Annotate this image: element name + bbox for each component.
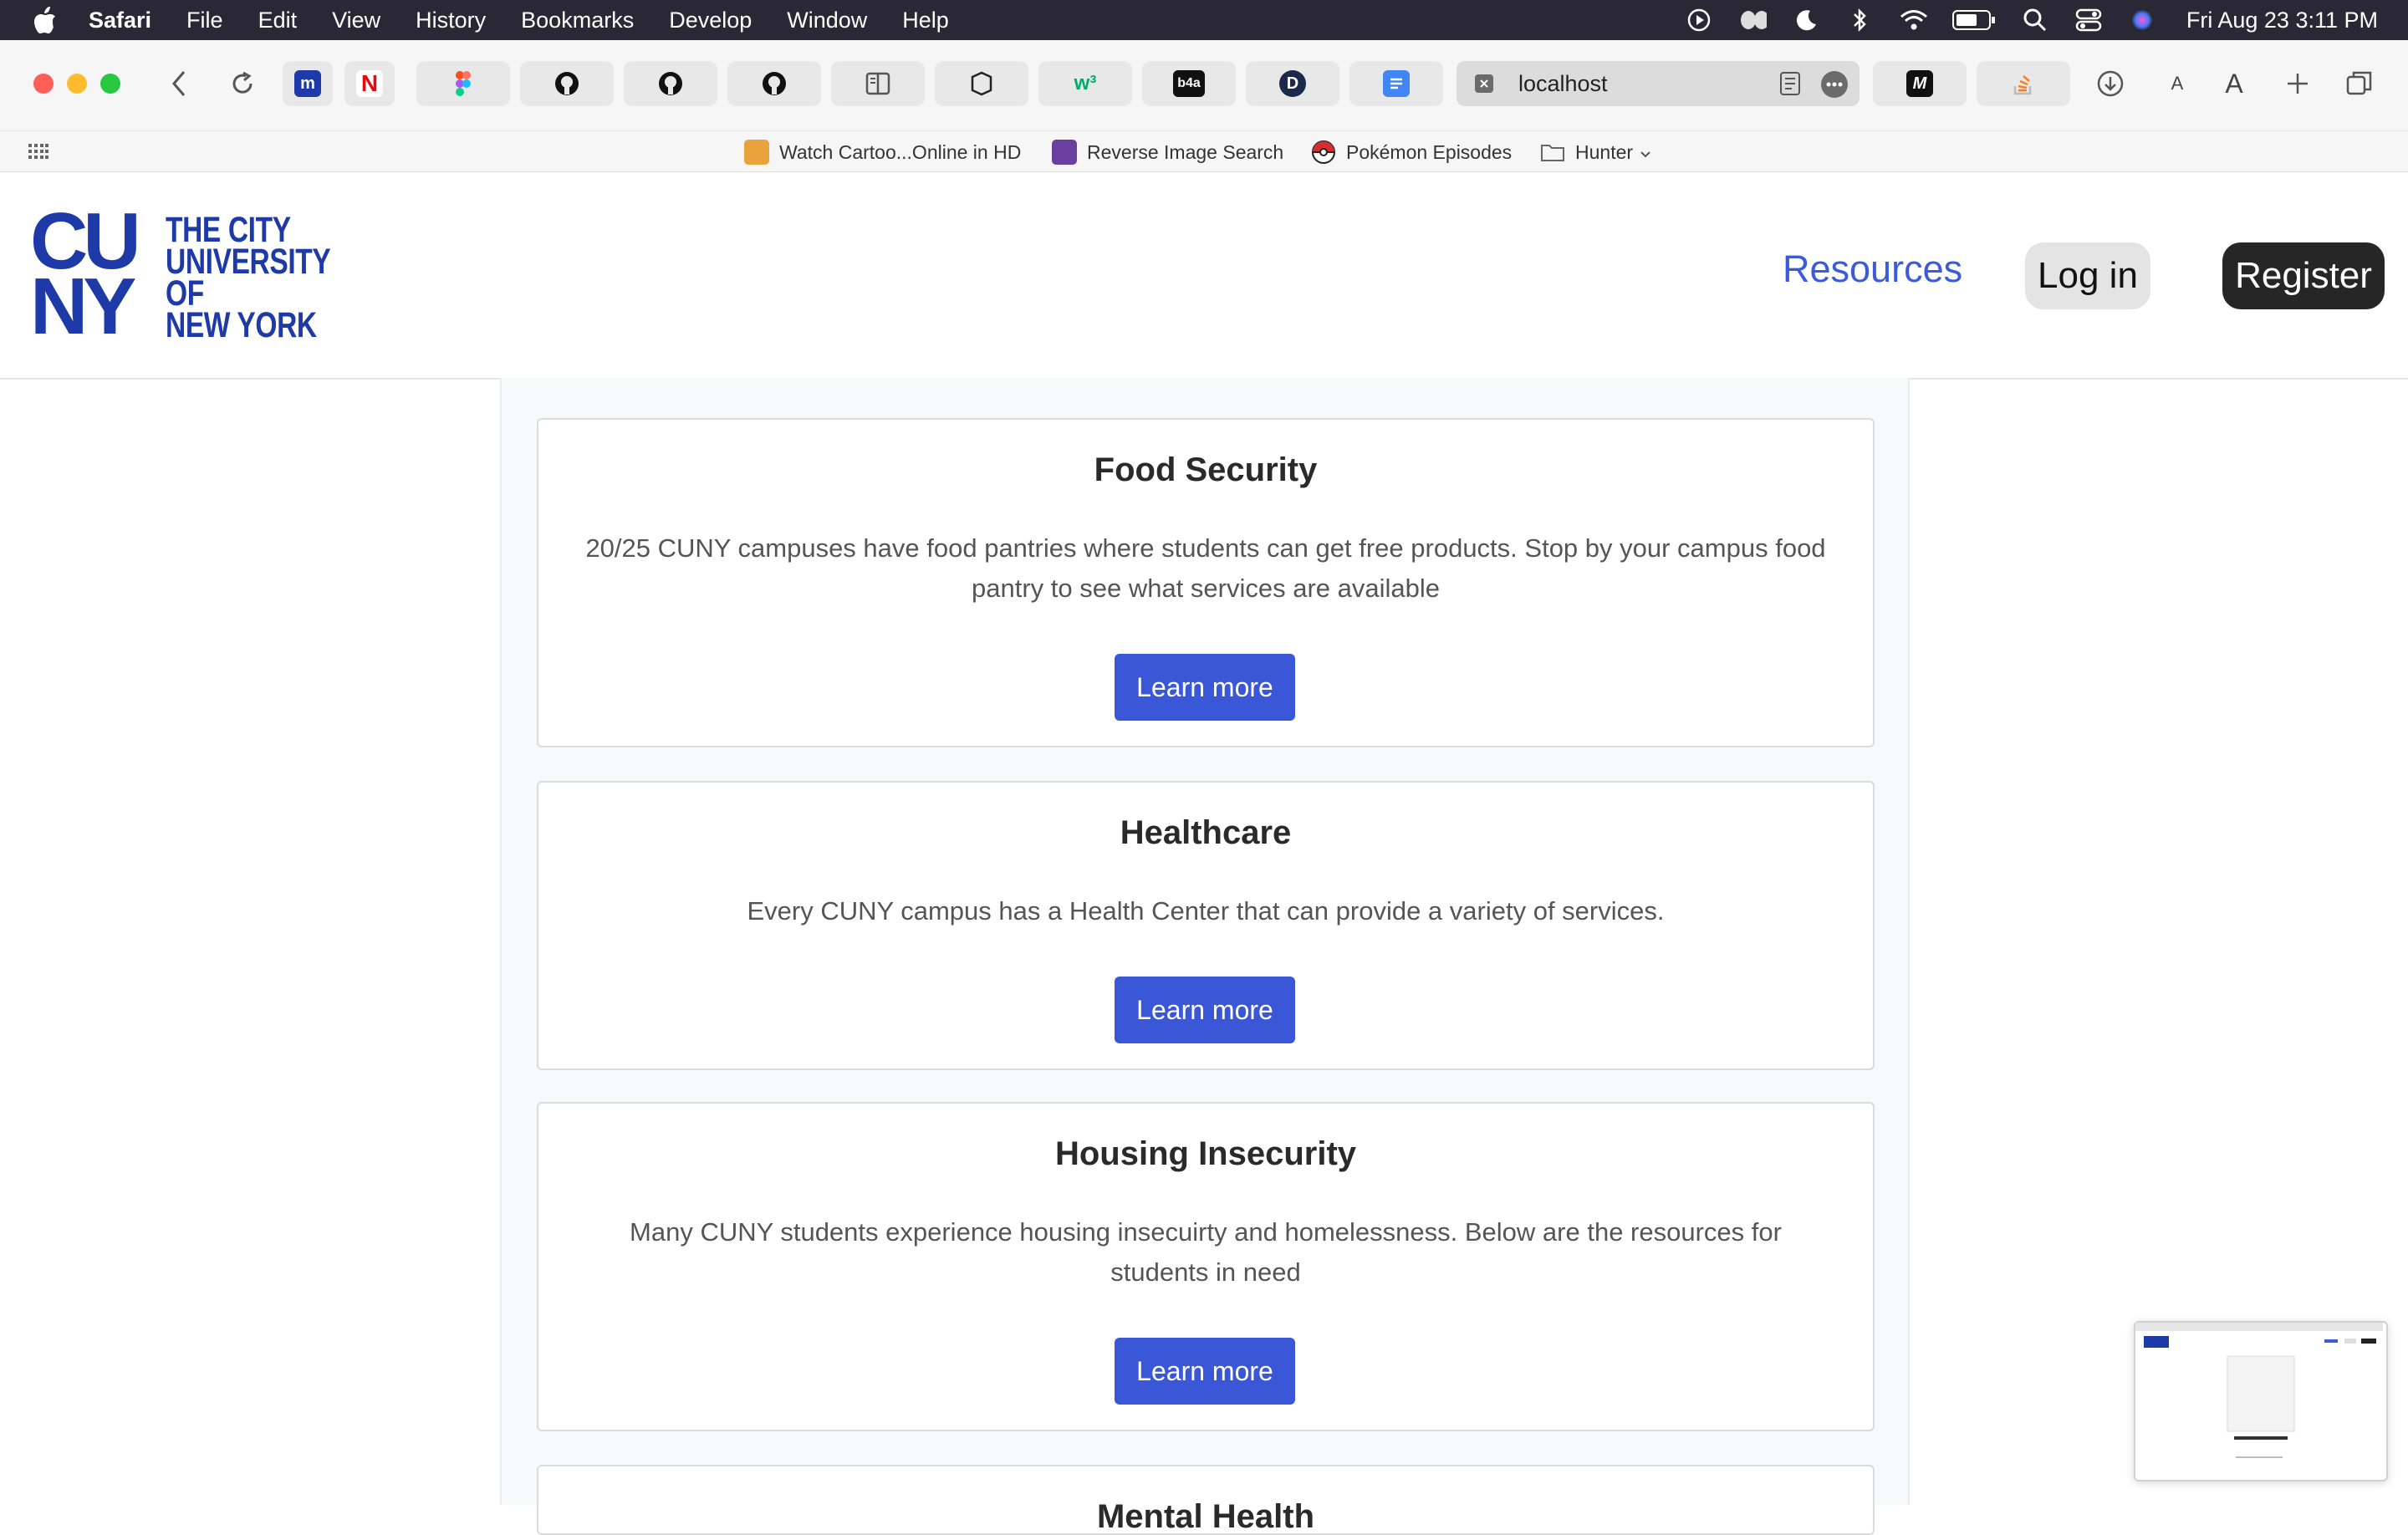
site-header [0, 172, 2408, 380]
text-larger-icon[interactable]: A [2225, 68, 2243, 99]
favorite-reverse-image-search[interactable] [1052, 140, 1283, 165]
tab-github-1[interactable] [520, 61, 614, 106]
nav-resources-link[interactable]: Resources [1783, 247, 1963, 290]
menu-view[interactable]: View [332, 7, 381, 33]
chevron-down-icon [1640, 141, 1651, 164]
card-title: Healthcare [1120, 814, 1292, 851]
favorite-folder-hunter[interactable] [1540, 140, 1651, 165]
text-smaller-icon[interactable]: A [2171, 73, 2184, 94]
menu-file[interactable]: File [186, 7, 223, 33]
play-circle-icon[interactable] [1685, 6, 1713, 34]
m-icon: m [294, 70, 321, 97]
window-controls [33, 74, 134, 94]
menu-clock[interactable]: Fri Aug 23 3:11 PM [2186, 7, 2378, 33]
login-button[interactable]: Log in [2025, 242, 2150, 309]
tab-docs[interactable] [1349, 61, 1443, 106]
favorite-label: Hunter [1575, 140, 1634, 163]
m-slash-icon: M [1906, 70, 1933, 97]
tab-reader[interactable] [831, 61, 925, 106]
menu-help[interactable]: Help [902, 7, 949, 33]
tab-stackoverflow[interactable] [1977, 61, 2070, 106]
menu-app-safari[interactable]: Safari [89, 7, 152, 33]
favorite-label: Watch Cartoo...Online in HD [779, 140, 1022, 163]
d-icon: D [1279, 70, 1306, 97]
tab-overview-icon[interactable] [2341, 65, 2378, 102]
url-text[interactable]: localhost [1518, 70, 1608, 96]
tab-b4a[interactable] [1142, 61, 1236, 106]
close-tab-icon[interactable] [1475, 74, 1493, 93]
favorites-bar [0, 131, 2408, 172]
siri-icon[interactable] [2128, 6, 2156, 34]
more-options-icon[interactable] [1821, 71, 1848, 98]
resources-list [500, 378, 1910, 1535]
figma-icon [450, 70, 477, 97]
learn-more-button[interactable]: Learn more [1115, 1338, 1295, 1405]
menu-history[interactable]: History [416, 7, 487, 33]
search-icon[interactable] [2021, 6, 2049, 34]
logo-line: OF [166, 273, 204, 314]
github-icon [761, 70, 788, 97]
tab-pinned-m[interactable] [283, 61, 333, 106]
close-window-button[interactable] [33, 74, 54, 94]
tab-github-3[interactable] [727, 61, 821, 106]
card-description: 20/25 CUNY campuses have food pantries where students can get free products. Stop by your campus food pantry to see what services are available [585, 533, 1826, 603]
grid-icon[interactable] [28, 142, 48, 166]
resource-card-housing-insecurity [537, 1102, 1875, 1431]
moon-icon[interactable] [1792, 6, 1820, 34]
stackoverflow-icon [2010, 70, 2037, 97]
address-bar[interactable] [1457, 61, 1860, 106]
browser-toolbar [0, 40, 2408, 131]
reader-view-icon[interactable] [1779, 71, 1801, 102]
minimize-window-button[interactable] [67, 74, 87, 94]
tab-w3schools[interactable] [1038, 61, 1132, 106]
menu-develop[interactable]: Develop [669, 7, 752, 33]
folder-icon [1540, 140, 1565, 165]
tab-pinned-netflix[interactable] [344, 61, 395, 106]
pokeball-icon [1311, 140, 1336, 165]
github-icon [657, 70, 684, 97]
logo-line: THE CITY [166, 210, 291, 250]
zoom-window-button[interactable] [100, 74, 120, 94]
resource-card-mental-health [537, 1465, 1875, 1535]
logo-line: NEW YORK [166, 305, 317, 345]
logo-line: UNIVERSITY [166, 242, 331, 282]
learn-more-button[interactable]: Learn more [1115, 977, 1295, 1043]
control-center-icon[interactable] [2074, 6, 2103, 34]
menu-bookmarks[interactable]: Bookmarks [521, 7, 635, 33]
register-button[interactable]: Register [2222, 242, 2385, 309]
docs-icon [1383, 70, 1410, 97]
tab-d[interactable] [1246, 61, 1339, 106]
box-icon [968, 70, 995, 97]
tab-github-2[interactable] [624, 61, 717, 106]
wifi-icon[interactable] [1899, 6, 1927, 34]
favorite-label: Pokémon Episodes [1346, 140, 1513, 163]
tab-m-slash[interactable] [1873, 61, 1967, 106]
reverse-image-icon [1052, 140, 1077, 165]
card-title: Food Security [1094, 451, 1318, 488]
w3schools-icon: w³ [1074, 72, 1097, 94]
new-tab-icon[interactable] [2279, 65, 2316, 102]
cartoon-icon [744, 140, 769, 165]
card-description: Every CUNY campus has a Health Center that can provide a variety of services. [747, 896, 1665, 926]
screenshot-thumbnail[interactable] [2134, 1321, 2388, 1481]
learn-more-button[interactable]: Learn more [1115, 654, 1295, 721]
netflix-icon: N [356, 70, 383, 97]
back-button[interactable] [161, 65, 197, 102]
battery-icon[interactable] [1952, 6, 1996, 34]
github-icon [554, 70, 580, 97]
favorite-pokemon-episodes[interactable] [1311, 140, 1512, 165]
logo-mark: CUNY [30, 196, 136, 351]
downloads-icon[interactable] [2092, 65, 2129, 102]
apple-icon[interactable] [32, 5, 59, 35]
reload-button[interactable] [224, 65, 261, 102]
menu-bar [0, 0, 2408, 40]
cuny-logo[interactable] [30, 196, 377, 351]
bluetooth-icon[interactable] [1845, 6, 1874, 34]
butterfly-icon[interactable] [1738, 6, 1767, 34]
menu-window[interactable]: Window [787, 7, 868, 33]
card-title: Housing Insecurity [1054, 1135, 1357, 1172]
logo-wordmark [166, 210, 331, 345]
menu-edit[interactable]: Edit [258, 7, 298, 33]
resource-card-healthcare [537, 781, 1875, 1070]
favorite-watch-cartoon[interactable] [744, 140, 1021, 165]
tab-figma[interactable] [416, 61, 510, 106]
reader-icon [865, 70, 891, 97]
card-title: Mental Health [1096, 1498, 1315, 1535]
b4a-icon: b4a [1173, 70, 1205, 97]
thumbnail-preview-image [2135, 1323, 2383, 1476]
favorite-label: Reverse Image Search [1087, 140, 1284, 163]
resource-card-food-security [537, 418, 1875, 747]
card-description: Many CUNY students experience housing insecuirty and homelessness. Below are the resources for students in need [630, 1217, 1782, 1287]
tab-box[interactable] [935, 61, 1028, 106]
